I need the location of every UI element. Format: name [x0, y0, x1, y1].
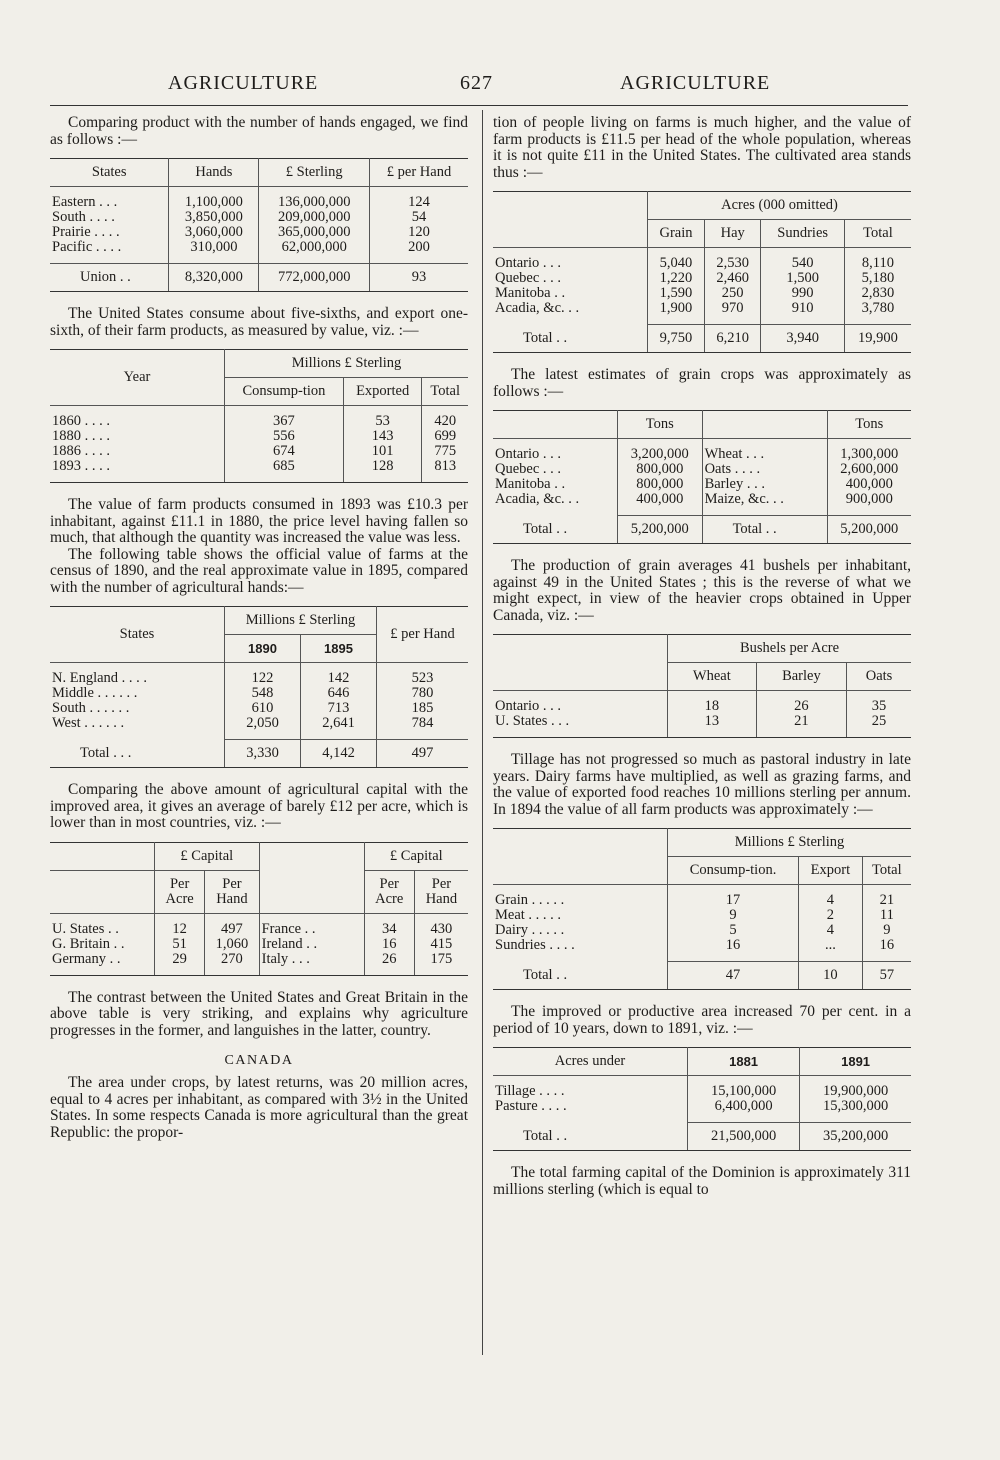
running-head-left: AGRICULTURE [168, 72, 319, 94]
col-header: Acres under [554, 1053, 626, 1069]
col-header: Consump-tion [225, 378, 344, 406]
table-row: 1860 . . . . 367 53 420 [50, 414, 468, 429]
table-row: West . . . . . . 2,050 2,641 784 [50, 716, 468, 731]
col-header: Tons [618, 411, 703, 439]
col-header: Oats [847, 663, 911, 691]
table-farm-value [50, 606, 468, 768]
running-head-right: AGRICULTURE [620, 72, 771, 94]
table-row: 1880 . . . . 556 143 699 [50, 429, 468, 444]
table-grain-estimates [493, 410, 911, 544]
table-cultivated-area [493, 191, 911, 353]
table-total-row: Total . . 21,500,000 35,200,000 [493, 1123, 911, 1151]
col-header: Consump-tion. [668, 857, 799, 885]
table-row: Manitoba . . 1,590 250 990 2,830 [493, 286, 911, 301]
group-header: £ Capital [155, 842, 260, 870]
col-header: Year [50, 350, 225, 406]
col-header: Barley [756, 663, 846, 691]
table-row: N. England . . . . 122 142 523 [50, 671, 468, 686]
col-header: 1891 [800, 1048, 911, 1076]
col-header: States [50, 607, 225, 663]
col-header: Total [862, 857, 911, 885]
table-row: Meat . . . . . 9 2 11 [493, 908, 911, 923]
group-header: Millions £ Sterling [225, 607, 377, 635]
paragraph: The improved or productive area increased 70 per cent. in a period of 10 years, down to 1891, viz. :— [493, 1003, 911, 1037]
col-header: Sundries [761, 220, 845, 248]
group-header: Millions £ Sterling [668, 829, 912, 857]
table-total-row: Total . . 47 10 57 [493, 962, 911, 990]
table-row: South . . . . . . 610 713 185 [50, 701, 468, 716]
group-header: Acres (000 omitted) [648, 192, 912, 220]
paragraph: The value of farm products consumed in 1893 was £10.3 per inhabitant, against £11.1 in 1880, the price level having fallen so much, that although the quantity was increased the value was less. [50, 496, 468, 546]
table-improved-area [493, 1047, 911, 1151]
table-row: 1886 . . . . 674 101 775 [50, 444, 468, 459]
table-row: Pasture . . . . 6,400,000 15,300,000 [493, 1099, 911, 1114]
table-consumption-export [50, 349, 468, 483]
table-capital-comparison [50, 842, 468, 976]
paragraph: Comparing product with the number of hands engaged, we find as follows :— [50, 114, 468, 148]
col-header: Hands [169, 159, 259, 187]
col-header: States [91, 164, 127, 180]
table-row: Tillage . . . . 15,100,000 19,900,000 [493, 1084, 911, 1099]
table-row: Manitoba . . 800,000 Barley . . . 400,000 [493, 477, 911, 492]
page-number: 627 [460, 72, 493, 94]
paragraph: Tillage has not progressed so much as pastoral industry in late years. Dairy farms have multiplied, as well as grazing farms, and the value of exported food reaches 10 millions sterling per annum. In 1894 the value of all farm products was approximately :— [493, 751, 911, 818]
column-divider [482, 110, 483, 1355]
col-header: Wheat [668, 663, 757, 691]
group-header: £ Capital [364, 842, 468, 870]
col-header: Exported [343, 378, 422, 406]
table-row: Grain . . . . . 17 4 21 [493, 893, 911, 908]
col-header: Per Hand [205, 870, 259, 913]
col-header: Per Hand [414, 870, 468, 913]
col-header: Total [844, 220, 911, 248]
paragraph: The United States consume about five-sixths, and export one-sixth, of their farm products, as measured by value, viz. :— [50, 305, 468, 339]
table-total-row: Union . . 8,320,000 772,000,000 93 [50, 264, 468, 292]
table-row: Ontario . . . 3,200,000 Wheat . . . 1,300,000 [493, 447, 911, 462]
left-column [50, 115, 468, 1141]
table-row: U. States . . 12 497 France . . 34 430 [50, 922, 468, 937]
paragraph: The contrast between the United States and Great Britain in the above table is very striking, and explains why agriculture progresses in the former, and languishes in the latter, country. [50, 988, 468, 1039]
col-header: Grain [648, 220, 705, 248]
table-row: Eastern . . . 1,100,000 136,000,000 124 [50, 195, 468, 210]
table-total-row: Total . . . 3,330 4,142 497 [50, 740, 468, 768]
table-row: Pacific . . . . 310,000 62,000,000 200 [50, 240, 468, 255]
table-total-row: Total . . 5,200,000 Total . . 5,200,000 [493, 516, 911, 544]
col-header: Total [422, 378, 468, 406]
col-header: 1881 [688, 1048, 800, 1076]
paragraph: tion of people living on farms is much higher, and the value of farm products is £11.5 per head of the whole population, whereas it is not quite £11 in the United States. The cultivated area stands thus :— [493, 114, 911, 181]
table-farm-products-1894 [493, 828, 911, 990]
col-header: Per Acre [364, 870, 414, 913]
table-row: Ontario . . . 5,040 2,530 540 8,110 [493, 256, 911, 271]
table-row: Ontario . . . 18 26 35 [493, 699, 911, 714]
table-row: Quebec . . . 800,000 Oats . . . . 2,600,000 [493, 462, 911, 477]
paragraph: The latest estimates of grain crops was approximately as follows :— [493, 366, 911, 400]
table-row: G. Britain . . 51 1,060 Ireland . . 16 415 [50, 937, 468, 952]
table-row: Germany . . 29 270 Italy . . . 26 175 [50, 952, 468, 967]
right-column [493, 115, 911, 1198]
col-header: £ Sterling [259, 159, 370, 187]
group-header: Millions £ Sterling [225, 350, 469, 378]
table-row: 1893 . . . . 685 128 813 [50, 459, 468, 474]
table-row: Dairy . . . . . 5 4 9 [493, 923, 911, 938]
table-row: Acadia, &c. . . 400,000 Maize, &c. . . 900,000 [493, 492, 911, 507]
page-header [50, 72, 910, 102]
table-bushels-per-acre [493, 634, 911, 738]
table-total-row: Total . . 9,750 6,210 3,940 19,900 [493, 325, 911, 353]
col-header: 1895 [301, 635, 377, 663]
table-row: Sundries . . . . 16 ... 16 [493, 938, 911, 953]
col-header: Hay [704, 220, 760, 248]
table-row: U. States . . . 13 21 25 [493, 714, 911, 729]
section-heading: CANADA [224, 1053, 294, 1068]
col-header: Export [799, 857, 863, 885]
header-rule [50, 105, 908, 106]
table-hands-by-state [50, 158, 468, 292]
paragraph: The area under crops, by latest returns, was 20 million acres, equal to 4 acres per inhabitant, as compared with 3½ in the United States. In some respects Canada is more agricultural than the great Republic: the propor- [50, 1074, 468, 1141]
col-header: £ per Hand [377, 607, 468, 663]
col-header: Per Acre [155, 870, 205, 913]
paragraph: The total farming capital of the Dominion is approximately 311 millions sterling (which is equal to [493, 1164, 911, 1198]
col-header: 1890 [225, 635, 301, 663]
table-row: South . . . . 3,850,000 209,000,000 54 [50, 210, 468, 225]
table-row: Middle . . . . . . 548 646 780 [50, 686, 468, 701]
paragraph: The production of grain averages 41 bushels per inhabitant, against 49 in the United States ; this is the reverse of what we might expect, in view of the heavier crops obtained in Upper Canada, viz. :— [493, 557, 911, 624]
group-header: Bushels per Acre [668, 635, 912, 663]
table-row: Quebec . . . 1,220 2,460 1,500 5,180 [493, 271, 911, 286]
table-row: Prairie . . . . 3,060,000 365,000,000 120 [50, 225, 468, 240]
col-header: £ per Hand [370, 159, 468, 187]
paragraph: Comparing the above amount of agricultural capital with the improved area, it gives an average of barely £12 per acre, which is lower than in most countries, viz. :— [50, 781, 468, 831]
paragraph: The following table shows the official value of farms at the census of 1890, and the real approximate value in 1895, compared with the number of agricultural hands:— [50, 545, 468, 596]
col-header: Tons [827, 411, 911, 439]
table-row: Acadia, &c. . . 1,900 970 910 3,780 [493, 301, 911, 316]
